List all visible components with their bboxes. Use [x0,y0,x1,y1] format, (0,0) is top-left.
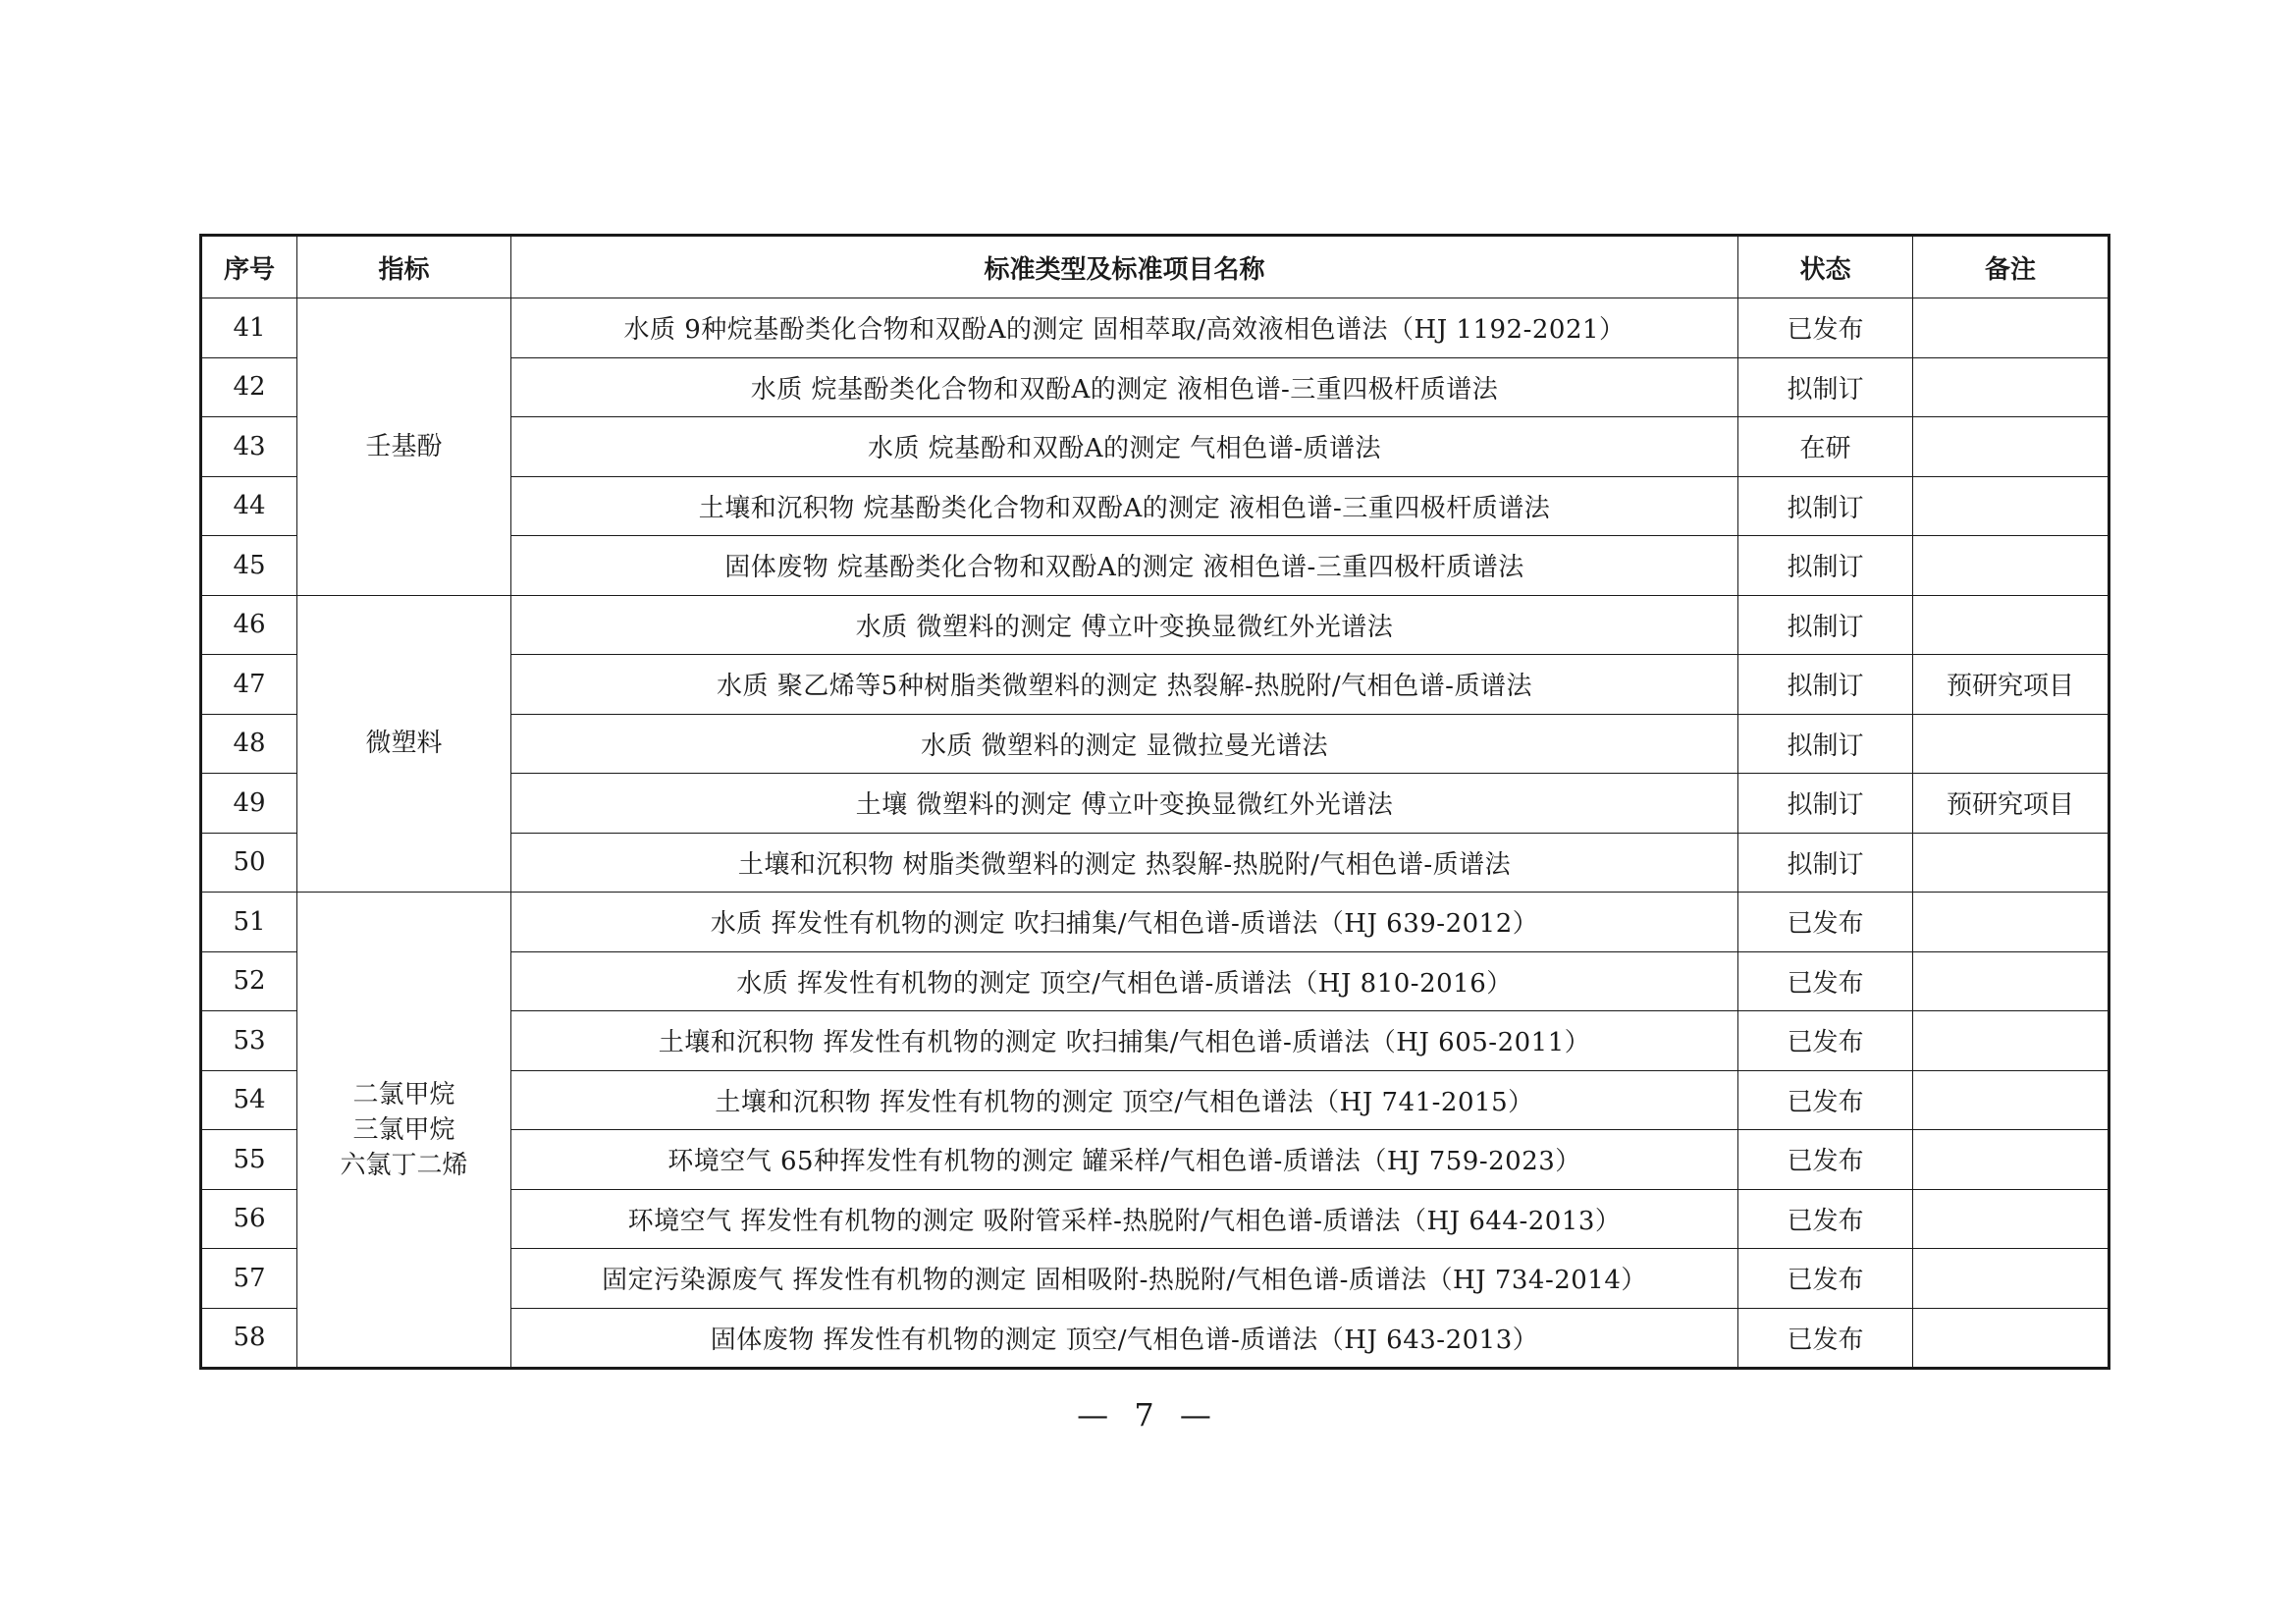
row-status: 已发布 [1738,1130,1913,1190]
row-status: 在研 [1738,417,1913,477]
row-seq: 48 [201,714,297,774]
row-seq: 47 [201,655,297,715]
row-status: 拟制订 [1738,655,1913,715]
row-remark [1913,1308,2109,1369]
row-status: 拟制订 [1738,357,1913,417]
indicator-line: 壬基酚 [365,431,443,461]
row-standard-name: 环境空气 挥发性有机物的测定 吸附管采样-热脱附/气相色谱-质谱法（HJ 644-2013） [511,1189,1738,1249]
row-seq: 44 [201,476,297,536]
row-seq: 45 [201,536,297,596]
table-row [201,298,2109,358]
indicator-line: 三氯甲烷 [352,1114,455,1145]
indicator-line: 六氯丁二烯 [340,1150,468,1180]
row-indicator [297,595,511,893]
page-number: — 7 — [1077,1396,1219,1434]
row-standard-name: 土壤和沉积物 挥发性有机物的测定 吹扫捕集/气相色谱-质谱法（HJ 605-2011） [511,1011,1738,1071]
row-remark [1913,357,2109,417]
row-remark [1913,893,2109,952]
row-status: 拟制订 [1738,476,1913,536]
row-standard-name: 水质 挥发性有机物的测定 吹扫捕集/气相色谱-质谱法（HJ 639-2012） [511,893,1738,952]
row-remark [1913,714,2109,774]
header-seq: 序号 [201,236,297,298]
row-standard-name: 水质 挥发性有机物的测定 顶空/气相色谱-质谱法（HJ 810-2016） [511,951,1738,1011]
row-seq: 55 [201,1130,297,1190]
indicator-line: 微塑料 [365,729,443,759]
table-header-row [201,236,2109,298]
table-row [201,893,2109,952]
row-status: 已发布 [1738,893,1913,952]
row-status: 已发布 [1738,1189,1913,1249]
row-status: 拟制订 [1738,595,1913,655]
header-name: 标准类型及标准项目名称 [511,236,1738,298]
row-remark [1913,1011,2109,1071]
row-standard-name: 土壤和沉积物 树脂类微塑料的测定 热裂解-热脱附/气相色谱-质谱法 [511,833,1738,893]
row-indicator [297,893,511,1369]
row-seq: 46 [201,595,297,655]
row-seq: 43 [201,417,297,477]
row-remark [1913,951,2109,1011]
row-remark [1913,476,2109,536]
row-seq: 53 [201,1011,297,1071]
row-status: 拟制订 [1738,536,1913,596]
row-status: 已发布 [1738,1070,1913,1130]
row-remark [1913,833,2109,893]
row-remark: 预研究项目 [1913,774,2109,834]
row-standard-name: 土壤 微塑料的测定 傅立叶变换显微红外光谱法 [511,774,1738,834]
row-seq: 41 [201,298,297,358]
row-remark [1913,536,2109,596]
row-standard-name: 土壤和沉积物 烷基酚类化合物和双酚A的测定 液相色谱-三重四极杆质谱法 [511,476,1738,536]
table-body [201,298,2109,1369]
row-status: 拟制订 [1738,714,1913,774]
row-standard-name: 固体废物 挥发性有机物的测定 顶空/气相色谱-质谱法（HJ 643-2013） [511,1308,1738,1369]
row-remark [1913,298,2109,358]
row-standard-name: 水质 聚乙烯等5种树脂类微塑料的测定 热裂解-热脱附/气相色谱-质谱法 [511,655,1738,715]
row-seq: 58 [201,1308,297,1369]
row-seq: 52 [201,951,297,1011]
row-status: 已发布 [1738,1249,1913,1309]
table-row [201,595,2109,655]
standards-table [199,234,2110,1370]
row-standard-name: 土壤和沉积物 挥发性有机物的测定 顶空/气相色谱法（HJ 741-2015） [511,1070,1738,1130]
header-indicator: 指标 [297,236,511,298]
header-status: 状态 [1738,236,1913,298]
row-standard-name: 固定污染源废气 挥发性有机物的测定 固相吸附-热脱附/气相色谱-质谱法（HJ 734-2014） [511,1249,1738,1309]
row-remark [1913,1070,2109,1130]
row-seq: 51 [201,893,297,952]
row-seq: 42 [201,357,297,417]
row-status: 已发布 [1738,1011,1913,1071]
row-status: 已发布 [1738,298,1913,358]
row-remark [1913,595,2109,655]
row-status: 已发布 [1738,1308,1913,1369]
row-seq: 50 [201,833,297,893]
row-standard-name: 固体废物 烷基酚类化合物和双酚A的测定 液相色谱-三重四极杆质谱法 [511,536,1738,596]
row-remark [1913,417,2109,477]
indicator-line: 二氯甲烷 [352,1079,455,1110]
row-status: 拟制订 [1738,833,1913,893]
row-seq: 54 [201,1070,297,1130]
row-standard-name: 水质 烷基酚和双酚A的测定 气相色谱-质谱法 [511,417,1738,477]
row-status: 拟制订 [1738,774,1913,834]
row-seq: 56 [201,1189,297,1249]
row-standard-name: 水质 9种烷基酚类化合物和双酚A的测定 固相萃取/高效液相色谱法（HJ 1192-2021） [511,298,1738,358]
row-standard-name: 水质 微塑料的测定 显微拉曼光谱法 [511,714,1738,774]
row-status: 已发布 [1738,951,1913,1011]
row-standard-name: 水质 微塑料的测定 傅立叶变换显微红外光谱法 [511,595,1738,655]
row-seq: 49 [201,774,297,834]
row-remark [1913,1189,2109,1249]
row-remark [1913,1249,2109,1309]
row-remark: 预研究项目 [1913,655,2109,715]
row-indicator [297,298,511,596]
header-remark: 备注 [1913,236,2109,298]
row-seq: 57 [201,1249,297,1309]
row-standard-name: 环境空气 65种挥发性有机物的测定 罐采样/气相色谱-质谱法（HJ 759-2023） [511,1130,1738,1190]
row-standard-name: 水质 烷基酚类化合物和双酚A的测定 液相色谱-三重四极杆质谱法 [511,357,1738,417]
row-remark [1913,1130,2109,1190]
